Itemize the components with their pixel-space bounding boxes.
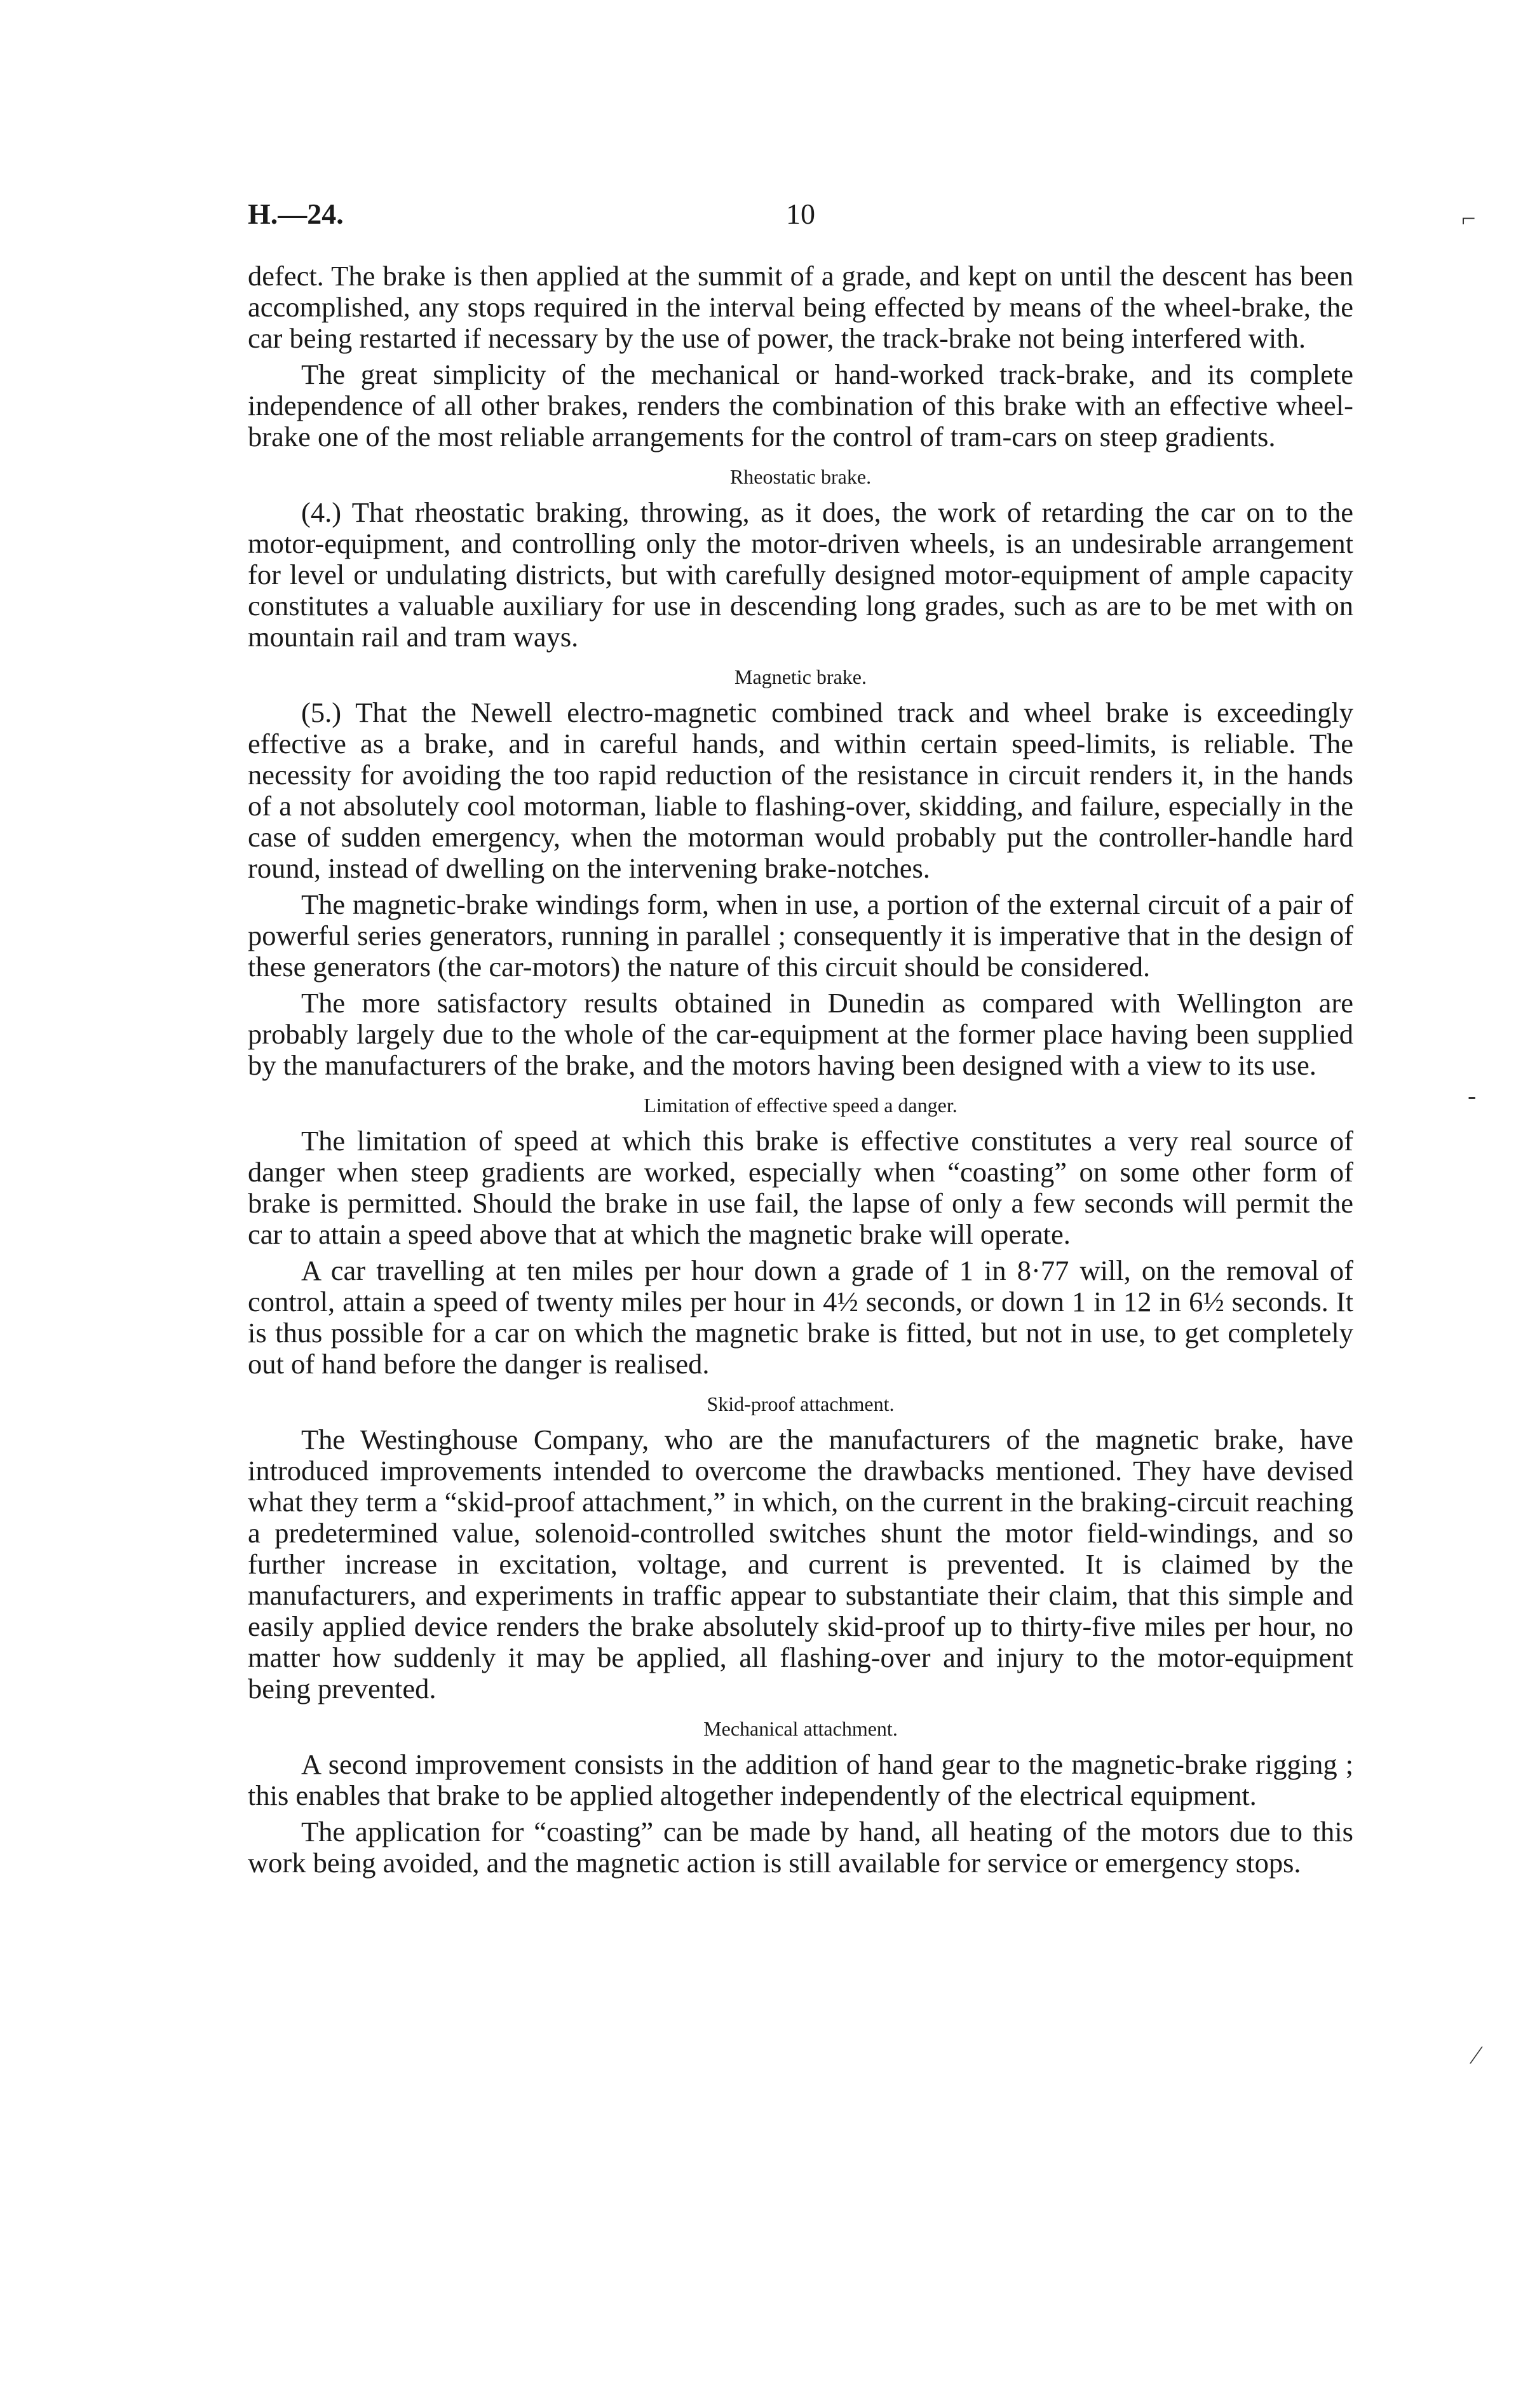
section-heading: Limitation of effective speed a danger. — [644, 1094, 958, 1117]
section-heading: Magnetic brake. — [734, 665, 867, 688]
document-body — [248, 261, 1353, 1884]
page-header — [248, 197, 1353, 248]
paragraph: (4.) That rheostatic braking, throwing, as it does, the work of retarding the car on to the motor-equipment, and controlling only the motor-driven wheels, is an undesirable arrangement for level or undulating districts, but with carefully designed motor-equipment of ample capacity constitutes a valuable auxiliary for use in descending long grades, such as are to be met with on mountain rail and tram ways. — [248, 496, 1353, 653]
margin-mark: - — [1468, 1081, 1477, 1110]
section-heading: Mechanical attachment. — [703, 1717, 898, 1740]
margin-mark: ⌐ — [1461, 204, 1476, 233]
paragraph: The more satisfactory results obtained in Dunedin as compared with Wellington are probably largely due to the whole of the car-equipment at the former place having been supplied by the manufacturers of the brake, and the motors having been designed with a view to its use. — [248, 987, 1353, 1081]
paragraph: A second improvement consists in the addition of hand gear to the magnetic-brake rigging ; this enables that brake to be applied altogether independently of the electrical equipment. — [248, 1748, 1353, 1811]
paragraph: (5.) That the Newell electro-magnetic combined track and wheel brake is exceedingly effective as a brake, and in careful hands, and within certain speed-limits, is reliable. The necessity for avoiding the too rapid reduction of the resistance in circuit renders it, in the hands of a not absolutely cool motorman, liable to flashing-over, skidding, and failure, especially in the case of sudden emergency, when the motorman would probably put the controller-handle hard round, instead of dwelling on the intervening brake-notches. — [248, 697, 1353, 884]
paragraph: A car travelling at ten miles per hour down a grade of 1 in 8·77 will, on the removal of control, attain a speed of twenty miles per hour in 4½ seconds, or down 1 in 12 in 6½ seconds. It is thus possible for a car on which the magnetic brake is fitted, but not in use, to get completely out of hand before the danger is realised. — [248, 1255, 1353, 1380]
page-number: 10 — [786, 198, 815, 230]
paragraph: defect. The brake is then applied at the summit of a grade, and kept on until the descent has been accomplished, any stops required in the interval being effected by means of the wheel-brake, the car being restarted if necessary by the use of power, the track-brake not being interfered with. — [248, 260, 1353, 354]
document-reference: H.—24. — [248, 198, 344, 230]
paragraph: The application for “coasting” can be made by hand, all heating of the motors due to this work being avoided, and the magnetic action is still available for service or emergency stops. — [248, 1816, 1353, 1879]
section-heading: Rheostatic brake. — [729, 465, 872, 488]
paragraph: The Westinghouse Company, who are the manufacturers of the magnetic brake, have introduced improvements intended to overcome the drawbacks mentioned. They have devised what they term a “skid-proof attachment,” in which, on the current in the braking-circuit reaching a predetermined value, solenoid-controlled switches shunt the motor field-windings, and so further increase in excitation, voltage, and current is prevented. It is claimed by the manufacturers, and experiments in traffic appear to substantiate their claim, that this simple and easily applied device renders the brake absolutely skid-proof up to thirty-five miles per hour, no matter how suddenly it may be applied, all flashing-over and injury to the motor-equipment being prevented. — [248, 1424, 1353, 1704]
paragraph: The magnetic-brake windings form, when in use, a portion of the external circuit of a pair of powerful series generators, running in parallel ; consequently it is imperative that in the design of these generators (the car-motors) the nature of this circuit should be considered. — [248, 888, 1353, 983]
margin-mark: ⁄ — [1474, 2041, 1479, 2069]
paragraph: The limitation of speed at which this brake is effective constitutes a very real source of danger when steep gradients are worked, especially when “coasting” on some other form of brake is permitted. Should the brake in use fail, the lapse of only a few seconds will permit the car to attain a speed above that at which the magnetic brake will operate. — [248, 1125, 1353, 1250]
paragraph: The great simplicity of the mechanical or hand-worked track-brake, and its complete independence of all other brakes, renders the combination of this brake with an effective wheel-brake one of the most reliable arrangements for the control of tram-cars on steep gradients. — [248, 358, 1353, 452]
section-heading: Skid-proof attachment. — [707, 1392, 895, 1415]
